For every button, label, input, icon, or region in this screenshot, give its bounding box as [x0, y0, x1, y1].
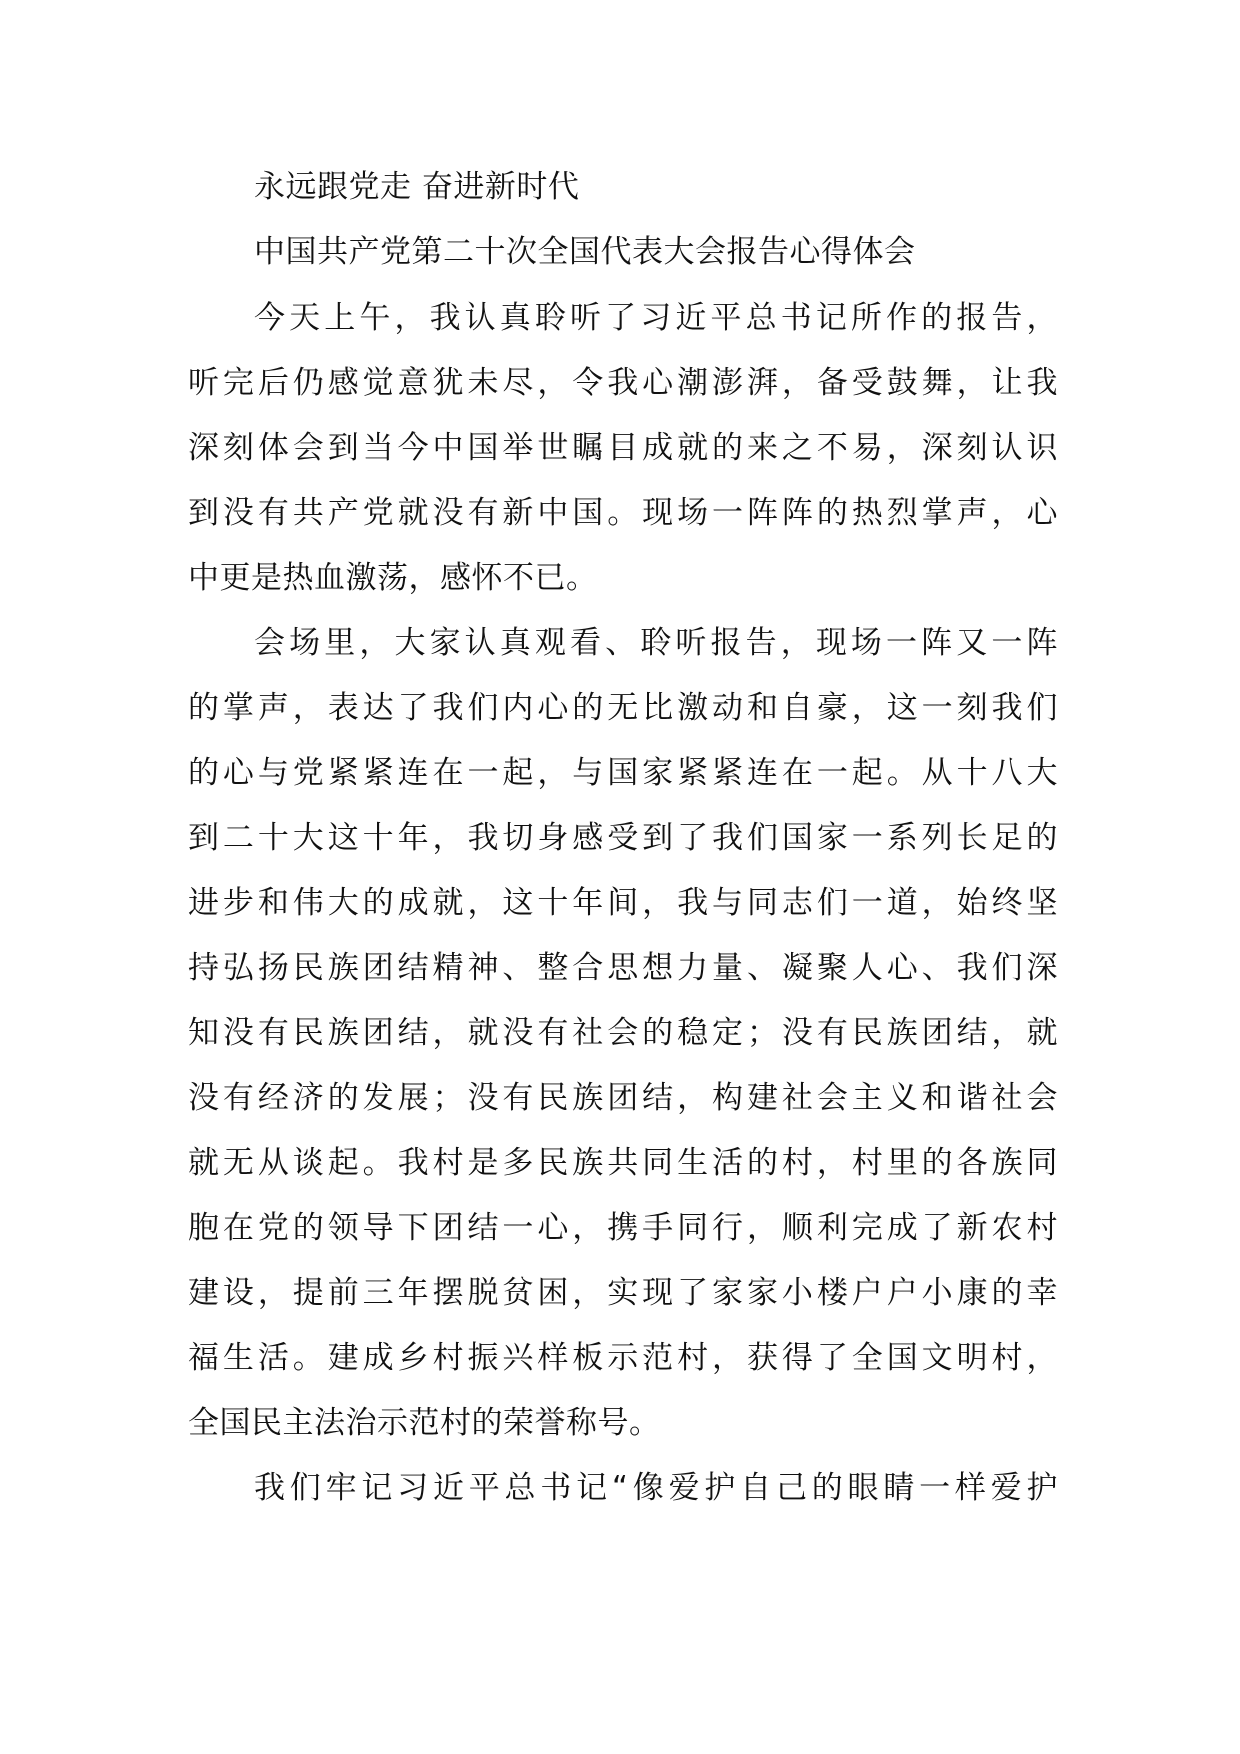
paragraph-2-line-9: 就无从谈起。我村是多民族共同生活的村，村里的各族同 — [188, 1145, 1058, 1181]
paragraph-2-line-10: 胞在党的领导下团结一心，携手同行，顺利完成了新农村 — [188, 1210, 1058, 1246]
document-subtitle: 中国共产党第二十次全国代表大会报告心得体会 — [254, 234, 916, 270]
paragraph-2-line-11: 建设，提前三年摆脱贫困，实现了家家小楼户户小康的幸 — [188, 1275, 1058, 1311]
paragraph-2-line-7: 知没有民族团结，就没有社会的稳定；没有民族团结，就 — [188, 1015, 1058, 1051]
paragraph-2-line-2: 的掌声，表达了我们内心的无比激动和自豪，这一刻我们 — [188, 690, 1058, 726]
paragraph-2-line-3: 的心与党紧紧连在一起，与国家紧紧连在一起。从十八大 — [188, 755, 1058, 791]
paragraph-1-line-1: 今天上午，我认真聆听了习近平总书记所作的报告， — [254, 300, 1058, 336]
paragraph-2-line-12: 福生活。建成乡村振兴样板示范村，获得了全国文明村， — [188, 1340, 1058, 1376]
paragraph-2-line-8: 没有经济的发展；没有民族团结，构建社会主义和谐社会 — [188, 1080, 1058, 1116]
paragraph-2-line-6: 持弘扬民族团结精神、整合思想力量、凝聚人心、我们深 — [188, 950, 1058, 986]
paragraph-2-line-1: 会场里，大家认真观看、聆听报告，现场一阵又一阵 — [254, 625, 1058, 661]
paragraph-1-line-4: 到没有共产党就没有新中国。现场一阵阵的热烈掌声，心 — [188, 495, 1058, 531]
paragraph-1-line-2: 听完后仍感觉意犹未尽，令我心潮澎湃，备受鼓舞，让我 — [188, 365, 1058, 401]
paragraph-1-line-5: 中更是热血激荡，感怀不已。 — [188, 560, 598, 596]
document-title: 永远跟党走 奋进新时代 — [254, 169, 580, 205]
paragraph-2-line-4: 到二十大这十年，我切身感受到了我们国家一系列长足的 — [188, 820, 1058, 856]
paragraph-2-line-5: 进步和伟大的成就，这十年间，我与同志们一道，始终坚 — [188, 885, 1058, 921]
paragraph-2-line-13: 全国民主法治示范村的荣誉称号。 — [188, 1405, 661, 1441]
paragraph-1-line-3: 深刻体会到当今中国举世瞩目成就的来之不易，深刻认识 — [188, 430, 1058, 466]
paragraph-3-line-1: 我们牢记习近平总书记“像爱护自己的眼睛一样爱护 — [254, 1470, 1058, 1506]
